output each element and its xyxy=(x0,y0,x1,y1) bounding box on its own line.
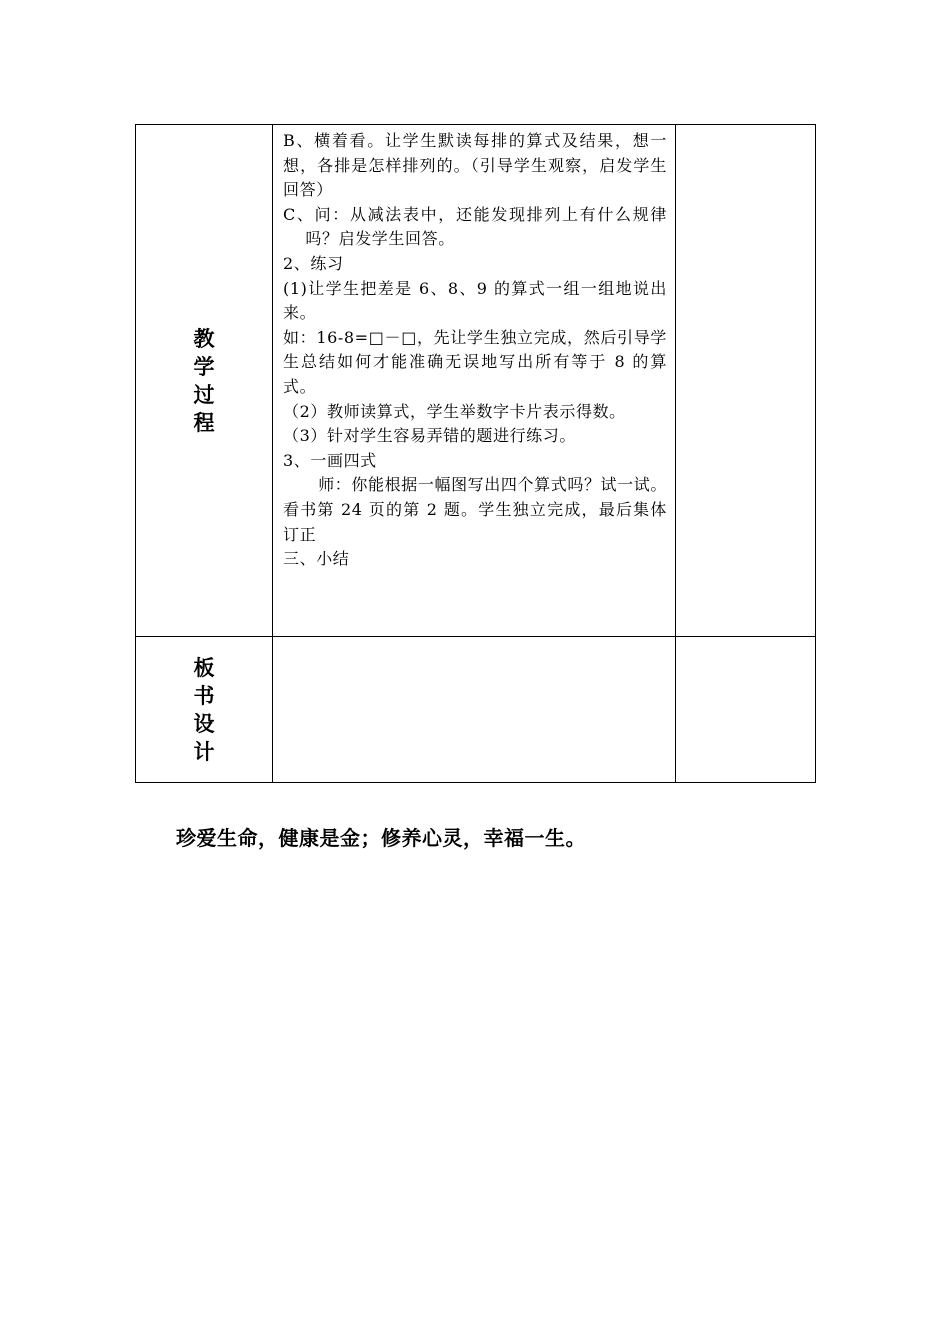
board-design-label xyxy=(194,654,215,766)
board-design-content-cell xyxy=(273,637,676,783)
practice-item-3: （3）针对学生容易弄错的题进行练习。 xyxy=(283,426,576,446)
practice-title: 2、练习 xyxy=(283,253,344,273)
label-char: 书 xyxy=(193,683,215,708)
label-char: 学 xyxy=(193,354,215,379)
summary-heading: 三、小结 xyxy=(283,549,350,569)
teaching-process-content-cell xyxy=(273,125,676,637)
teaching-process-row xyxy=(136,125,816,637)
practice-item-1: (1)让学生把差是 6、8、9 的算式一组一组地说出来。 xyxy=(283,278,667,323)
label-char: 过 xyxy=(193,382,215,407)
teaching-process-label xyxy=(194,325,215,437)
board-design-label-cell xyxy=(136,637,273,783)
one-picture-title: 3、一画四式 xyxy=(283,450,377,470)
footer-motto: 珍爱生命，健康是金；修养心灵，幸福一生。 xyxy=(176,826,586,850)
teaching-process-label-cell xyxy=(136,125,273,637)
label-char: 程 xyxy=(193,410,215,435)
teaching-process-notes-cell xyxy=(676,125,816,637)
board-design-row xyxy=(136,637,816,783)
practice-item-1-example: 如：16-8=□－□，先让学生独立完成，然后引导学生总结如何才能准确无误地写出所有等于 8 的算式。 xyxy=(283,327,667,396)
step-b-observe: B、横着看。让学生默读每排的算式及结果，想一想，各排是怎样排列的。（引导学生观察，启发学生回答） xyxy=(283,131,667,200)
board-design-notes-cell xyxy=(676,637,816,783)
one-picture-text: 师：你能根据一幅图写出四个算式吗？试一试。看书第 24 页的第 2 题。学生独立完成，最后集体订正 xyxy=(283,475,667,544)
label-char: 设 xyxy=(193,711,215,736)
practice-item-2: （2）教师读算式，学生举数字卡片表示得数。 xyxy=(283,401,626,421)
lesson-plan-table xyxy=(135,124,816,783)
label-char: 计 xyxy=(193,739,215,764)
label-char: 教 xyxy=(193,326,215,351)
label-char: 板 xyxy=(193,655,215,680)
step-c-question: C、问：从减法表中，还能发现排列上有什么规律吗？启发学生回答。 xyxy=(283,204,667,249)
